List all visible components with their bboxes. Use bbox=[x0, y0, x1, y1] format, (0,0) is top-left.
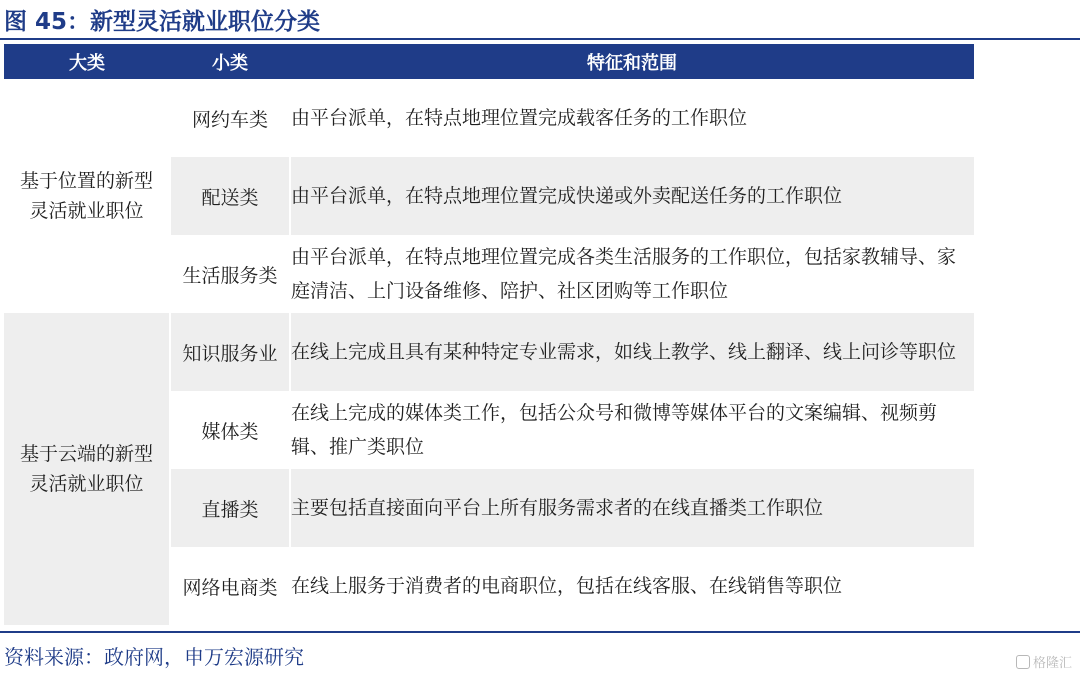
subcategory-cell: 配送类 bbox=[170, 157, 290, 235]
watermark bbox=[1016, 652, 1072, 671]
title-divider bbox=[0, 38, 1080, 40]
subcategory-cell: 生活服务类 bbox=[170, 235, 290, 313]
table-header-row bbox=[4, 44, 974, 79]
header-description: 特征和范围 bbox=[290, 44, 974, 79]
table-row bbox=[4, 79, 974, 157]
description-cell: 在线上完成的媒体类工作，包括公众号和微博等媒体平台的文案编辑、视频剪辑、推广类职位 bbox=[290, 391, 974, 469]
category-line: 灵活就业职位 bbox=[29, 200, 144, 222]
category-line: 灵活就业职位 bbox=[29, 473, 144, 495]
header-category: 大类 bbox=[4, 44, 170, 79]
figure-title: 图 45：新型灵活就业职位分类 bbox=[4, 9, 321, 35]
footer-divider bbox=[0, 631, 1080, 633]
description-cell: 在线上服务于消费者的电商职位，包括在线客服、在线销售等职位 bbox=[290, 547, 974, 625]
description-cell: 主要包括直接面向平台上所有服务需求者的在线直播类工作职位 bbox=[290, 469, 974, 547]
description-cell: 由平台派单，在特点地理位置完成快递或外卖配送任务的工作职位 bbox=[290, 157, 974, 235]
category-line: 基于位置的新型 bbox=[19, 170, 153, 192]
description-cell: 由平台派单，在特点地理位置完成载客任务的工作职位 bbox=[290, 79, 974, 157]
description-cell: 在线上完成且具有某种特定专业需求，如线上教学、线上翻译、线上问诊等职位 bbox=[290, 313, 974, 391]
subcategory-cell: 知识服务业 bbox=[170, 313, 290, 391]
header-subcategory: 小类 bbox=[170, 44, 290, 79]
description-cell: 由平台派单，在特点地理位置完成各类生活服务的工作职位，包括家教辅导、家庭清洁、上门设备维修、陪护、社区团购等工作职位 bbox=[290, 235, 974, 313]
source-note: 资料来源：政府网，申万宏源研究 bbox=[4, 645, 304, 669]
category-line: 基于云端的新型 bbox=[19, 443, 153, 465]
subcategory-cell: 媒体类 bbox=[170, 391, 290, 469]
classification-table bbox=[4, 44, 974, 625]
category-location-based bbox=[4, 79, 170, 313]
category-cloud-based bbox=[4, 313, 170, 625]
subcategory-cell: 网约车类 bbox=[170, 79, 290, 157]
subcategory-cell: 网络电商类 bbox=[170, 547, 290, 625]
watermark-logo-icon bbox=[1016, 655, 1030, 669]
watermark-text: 格隆汇 bbox=[1032, 656, 1072, 671]
subcategory-cell: 直播类 bbox=[170, 469, 290, 547]
table-row bbox=[4, 313, 974, 391]
